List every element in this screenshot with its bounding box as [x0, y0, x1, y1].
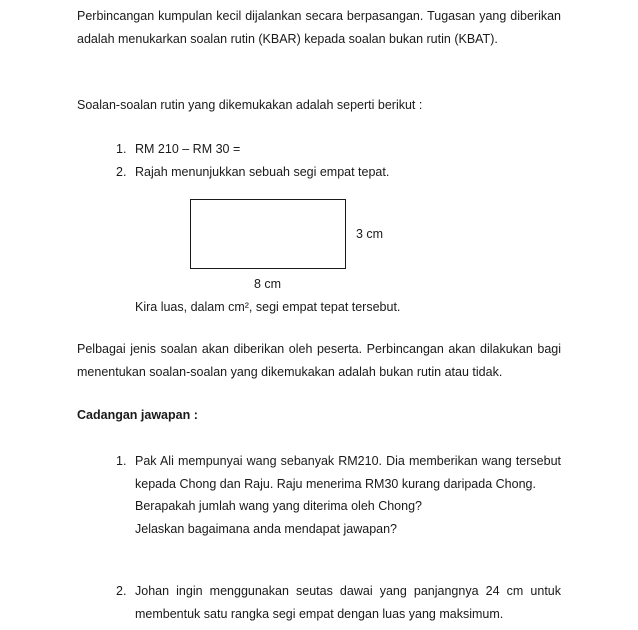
answer-line: Johan ingin menggunakan seutas dawai yang panjangnya 24 cm untuk membentuk satu rangka segi empat dengan luas yang maksimum. [135, 584, 561, 621]
answer-line: Berapakah jumlah wang yang diterima oleh Chong? [135, 499, 422, 513]
answer-text [135, 450, 561, 540]
rectangle-figure [190, 199, 346, 269]
answers-heading: Cadangan jawapan : [77, 408, 198, 422]
discussion-paragraph: Pelbagai jenis soalan akan diberikan oleh peserta. Perbincangan akan dilakukan bagi menentukan soalan-soalan yang dikemukakan adalah bukan rutin atau tidak. [77, 342, 561, 379]
list-number: 2. [116, 584, 127, 598]
answer-line: Pak Ali mempunyai wang sebanyak RM210. Dia memberikan wang tersebut kepada Chong dan Raju. Raju menerima RM30 kurang daripada Chong. [135, 454, 561, 491]
answer-text [135, 580, 561, 625]
intro-paragraph: Perbincangan kumpulan kecil dijalankan secara berpasangan. Tugasan yang diberikan adalah menukarkan soalan rutin (KBAR) kepada soalan bukan rutin (KBAT). [77, 9, 561, 46]
list-number: 1. [116, 454, 127, 468]
question-text: RM 210 – RM 30 = [135, 142, 241, 156]
answer-line: Jelaskan bagaimana anda mendapat jawapan? [135, 521, 397, 536]
list-number: 2. [116, 165, 127, 179]
rectangle-height-label: 3 cm [356, 227, 384, 241]
list-number: 1. [116, 142, 127, 156]
question-text: Rajah menunjukkan sebuah segi empat tepat. [135, 165, 390, 179]
area-question: Kira luas, dalam cm², segi empat tepat tersebut. [135, 300, 401, 314]
rectangle-width-label: 8 cm [254, 277, 282, 291]
routine-intro: Soalan-soalan rutin yang dikemukakan adalah seperti berikut : [77, 98, 423, 112]
